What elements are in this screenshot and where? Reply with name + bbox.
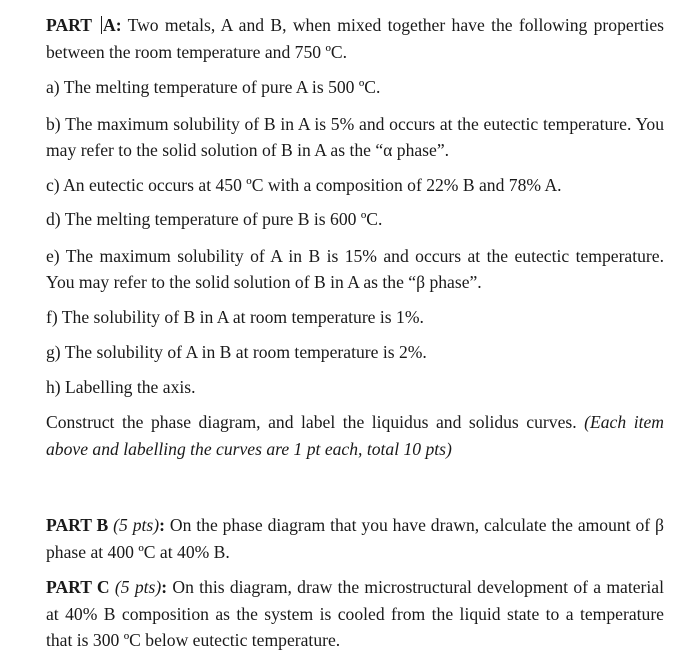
part-b: [46, 512, 664, 565]
part-c-text: On this diagram, draw the microstructural development of a material at 40% B composition as the system is cooled from the liquid state to a temperature that is 300 ºC below eutectic temperature.: [46, 577, 664, 650]
part-c-points: (5 pts): [114, 577, 162, 597]
item-f: f) The solubility of B in A at room temperature is 1%.: [46, 306, 424, 327]
part-b-colon: :: [159, 515, 165, 535]
item-g: g) The solubility of A in B at room temperature is 2%.: [46, 342, 427, 362]
points-note: (Each item above and labelling the curves are 1 pt each, total 10 pts): [46, 412, 664, 459]
part-b-label: PART B: [46, 515, 109, 535]
part-b-text: On the phase diagram that you have drawn, calculate the amount of β phase at 400 ºC at 40% B.: [46, 515, 664, 562]
item-d: d) The melting temperature of pure B is 600 ºC.: [46, 209, 383, 229]
item-a: a) The melting temperature of pure A is 500 ºC.: [46, 77, 381, 97]
part-a-intro: [46, 12, 664, 65]
item-e: e) The maximum solubility of A in B is 15% and occurs at the eutectic temperature. You may refer to the solid solution of B in A as the “β phase”.: [46, 245, 664, 292]
item-h: h) Labelling the axis.: [46, 376, 196, 397]
part-a-instruction: [46, 409, 664, 462]
instruction-text: Construct the phase diagram, and label the liquidus and solidus curves.: [46, 412, 577, 432]
item-b: b) The maximum solubility of B in A is 5% and occurs at the eutectic temperature. You may refer to the solid solution of B in A as the “α phase”.: [46, 113, 664, 160]
part-a-intro-text: Two metals, A and B, when mixed together have the following properties between the room temperature and 750 ºC.: [46, 15, 664, 62]
part-b-points: (5 pts): [113, 515, 160, 535]
part-c-colon: :: [161, 577, 168, 597]
text-cursor: [101, 16, 102, 34]
item-c: c) An eutectic occurs at 450 ºC with a composition of 22% B and 78% A.: [46, 174, 562, 195]
problem-document: [46, 12, 664, 654]
part-c-label: PART C: [46, 577, 110, 597]
part-c: [46, 574, 664, 654]
part-a-label: PART A:: [46, 15, 122, 35]
